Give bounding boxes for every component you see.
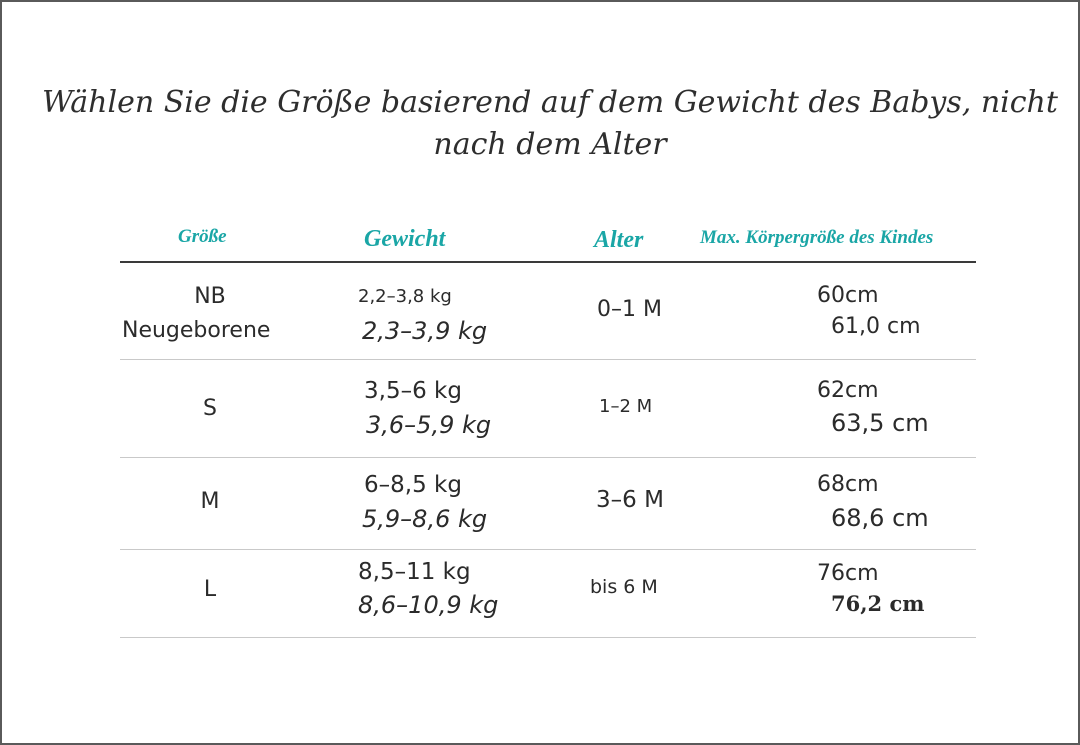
heading-line-1: Wählen Sie die Größe basierend auf dem Gewicht des Babys, nicht [42, 85, 1058, 120]
header-divider [120, 261, 976, 263]
column-header-weight: Gewicht [364, 226, 446, 252]
row-height-alt: 61,0 cm [831, 314, 921, 339]
column-header-size: Größe [178, 226, 227, 247]
row-age: 0–1 M [597, 297, 662, 322]
row-height: 68cm [817, 472, 879, 497]
row-height: 60cm [817, 283, 879, 308]
row-height-alt: 63,5 cm [831, 409, 929, 437]
row-height: 62cm [817, 378, 879, 403]
row-size-label: S [203, 396, 217, 421]
row-weight: 2,2–3,8 kg [358, 286, 452, 307]
row-weight-alt: 5,9–8,6 kg [362, 505, 488, 533]
row-size-label: M [200, 489, 220, 514]
row-height: 76cm [817, 561, 879, 586]
page-heading [40, 82, 1060, 166]
row-height-alt: 68,6 cm [831, 504, 929, 532]
row-divider [120, 359, 976, 360]
row-divider [120, 457, 976, 458]
row-age: bis 6 M [590, 576, 658, 598]
row-weight: 8,5–11 kg [358, 559, 471, 585]
row-weight-alt: 2,3–3,9 kg [362, 317, 488, 345]
row-age: 3–6 M [596, 487, 664, 513]
row-size-sublabel: Neugeborene [122, 318, 271, 343]
row-weight-alt: 3,6–5,9 kg [366, 411, 492, 439]
row-weight-alt: 8,6–10,9 kg [358, 591, 499, 619]
table-bottom-divider [120, 637, 976, 638]
row-age: 1–2 M [599, 396, 653, 417]
row-weight: 3,5–6 kg [364, 378, 462, 404]
row-size-label: NB [194, 284, 226, 309]
column-header-age: Alter [594, 227, 644, 253]
heading-line-2: nach dem Alter [433, 127, 667, 162]
row-weight: 6–8,5 kg [364, 472, 462, 498]
row-height-alt: 76,2 cm [831, 591, 925, 616]
row-divider [120, 549, 976, 550]
column-header-max-height: Max. Körpergröße des Kindes [700, 227, 934, 248]
row-size-label: L [203, 577, 217, 602]
